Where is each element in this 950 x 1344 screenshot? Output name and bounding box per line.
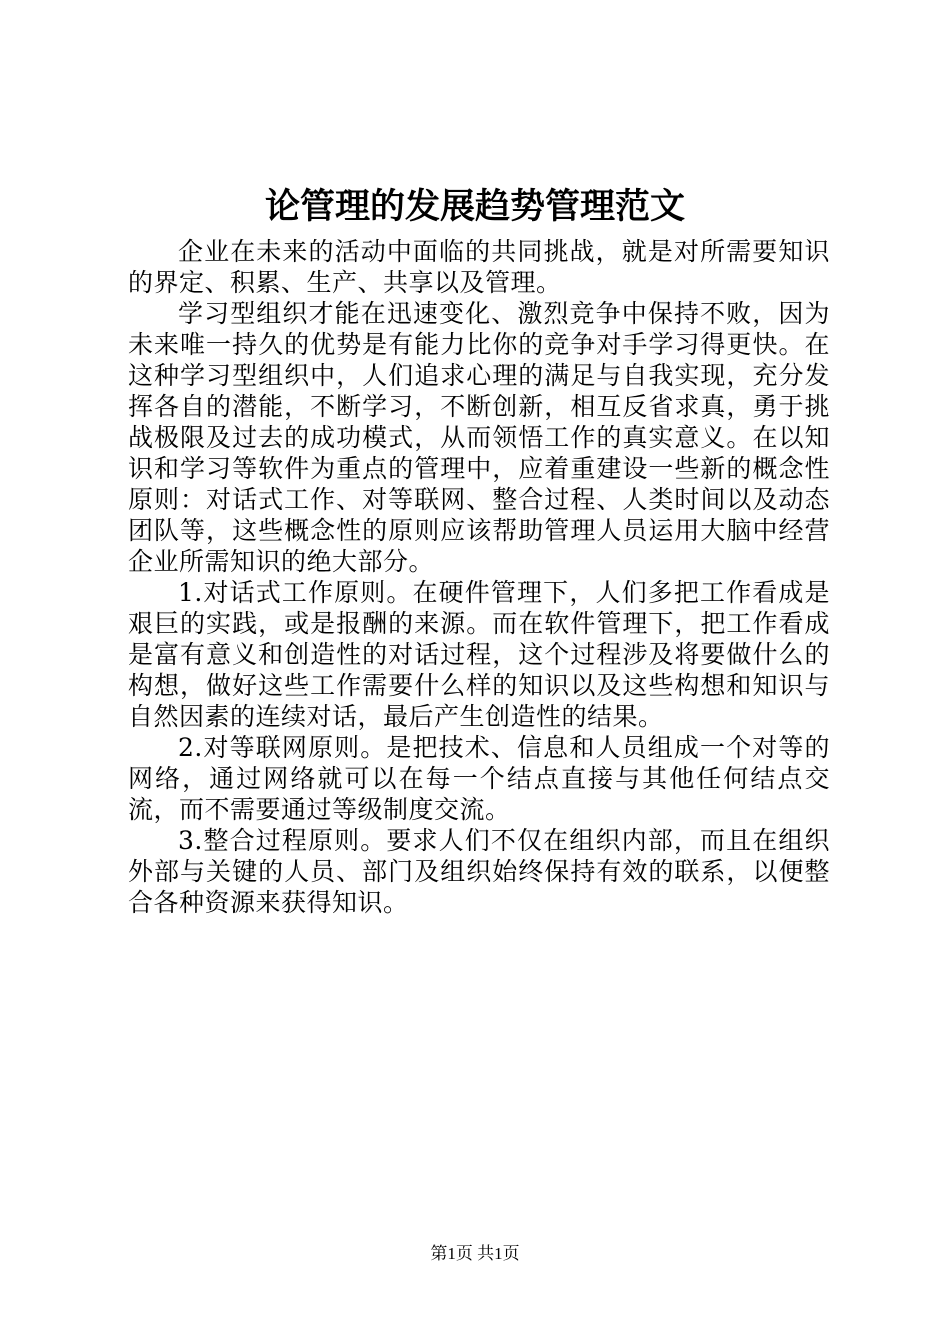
document-title: 论管理的发展趋势管理范文 (264, 187, 685, 227)
paragraph: 企业在未来的活动中面临的共同挑战，就是对所需要知识的界定、积累、生产、共享以及管理。 (128, 237, 830, 297)
paragraph: 3.整合过程原则。要求人们不仅在组织内部，而且在组织外部与关键的人员、部门及组织始终保持有效的联系，以便整合各种资源来获得知识。 (128, 826, 830, 917)
paragraph: 学习型组织才能在迅速变化、激烈竞争中保持不败，因为未来唯一持久的优势是有能力比你的竞争对手学习得更快。在这种学习型组织中，人们追求心理的满足与自我实现，充分发挥各自的潜能，不断学习，不断创新，相互反省求真，勇于挑战极限及过去的成功模式，从而领悟工作的真实意义。在以知识和学习等软件为重点的管理中，应着重建设一些新的概念性原则：对话式工作、对等联网、整合过程、人类时间以及动态团队等，这些概念性的原则应该帮助管理人员运用大脑中经营企业所需知识的绝大部分。 (128, 299, 830, 576)
paragraph: 1.对话式工作原则。在硬件管理下，人们多把工作看成是艰巨的实践，或是报酬的来源。而在软件管理下，把工作看成是富有意义和创造性的对话过程，这个过程涉及将要做什么的构想，做好这些工作需要什么样的知识以及这些构想和知识与自然因素的连续对话，最后产生创造性的结果。 (128, 578, 830, 731)
paragraph: 2.对等联网原则。是把技术、信息和人员组成一个对等的网络，通过网络就可以在每一个结点直接与其他任何结点交流，而不需要通过等级制度交流。 (128, 733, 830, 824)
page-footer: 第1页 共1页 (430, 1244, 520, 1263)
document-body (128, 236, 830, 918)
